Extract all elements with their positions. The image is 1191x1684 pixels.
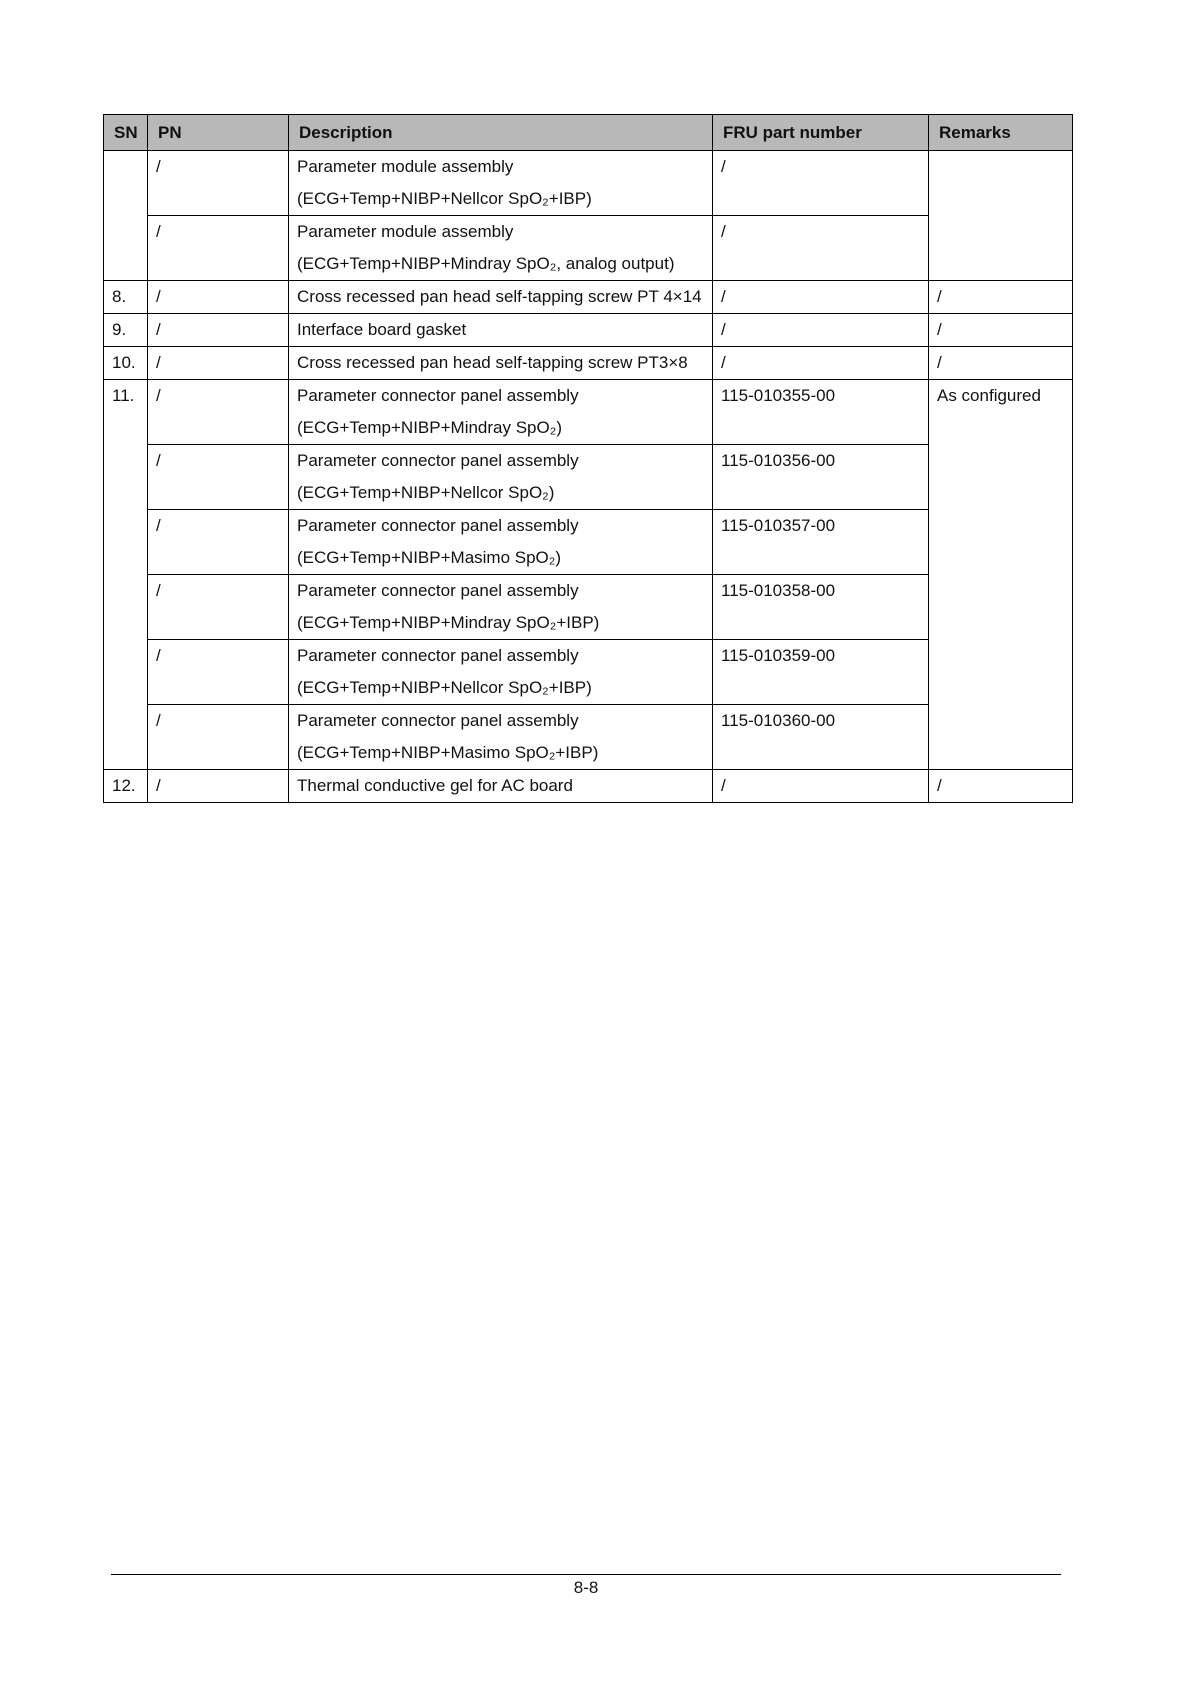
table-row bbox=[104, 216, 1073, 281]
description-line: (ECG+Temp+NIBP+Mindray SpO₂+IBP) bbox=[297, 613, 600, 632]
description-cell: Cross recessed pan head self-tapping screw PT3×8 bbox=[289, 347, 713, 380]
fru-cell: 115-010360-00 bbox=[713, 705, 929, 770]
description-line: Parameter connector panel assembly bbox=[297, 581, 579, 600]
fru-cell: 115-010357-00 bbox=[713, 510, 929, 575]
header-fru-part-number: FRU part number bbox=[713, 115, 929, 151]
table-row bbox=[104, 705, 1073, 770]
fru-cell: 115-010358-00 bbox=[713, 575, 929, 640]
table-row bbox=[104, 151, 1073, 216]
description-cell bbox=[289, 705, 713, 770]
pn-cell: / bbox=[148, 216, 289, 281]
description-line: (ECG+Temp+NIBP+Masimo SpO₂+IBP) bbox=[297, 743, 599, 762]
pn-cell: / bbox=[148, 151, 289, 216]
table-row bbox=[104, 314, 1073, 347]
remarks-cell bbox=[929, 151, 1073, 281]
description-cell bbox=[289, 151, 713, 216]
header-description: Description bbox=[289, 115, 713, 151]
pn-cell: / bbox=[148, 380, 289, 445]
description-line: Parameter connector panel assembly bbox=[297, 646, 579, 665]
table-row bbox=[104, 770, 1073, 803]
fru-cell: / bbox=[713, 347, 929, 380]
description-line: Parameter module assembly bbox=[297, 222, 514, 241]
table-row bbox=[104, 640, 1073, 705]
sn-cell: 10. bbox=[104, 347, 148, 380]
fru-cell: 115-010356-00 bbox=[713, 445, 929, 510]
pn-cell: / bbox=[148, 510, 289, 575]
description-cell bbox=[289, 575, 713, 640]
description-line: Parameter connector panel assembly bbox=[297, 711, 579, 730]
table-row bbox=[104, 281, 1073, 314]
remarks-cell: As configured bbox=[929, 380, 1073, 770]
sn-cell: 12. bbox=[104, 770, 148, 803]
pn-cell: / bbox=[148, 347, 289, 380]
remarks-cell: / bbox=[929, 314, 1073, 347]
description-line: Parameter connector panel assembly bbox=[297, 516, 579, 535]
header-pn: PN bbox=[148, 115, 289, 151]
table-row bbox=[104, 380, 1073, 445]
description-cell bbox=[289, 510, 713, 575]
description-cell bbox=[289, 216, 713, 281]
pn-cell: / bbox=[148, 640, 289, 705]
description-line: Parameter module assembly bbox=[297, 157, 514, 176]
fru-cell: 115-010355-00 bbox=[713, 380, 929, 445]
table-header-row bbox=[104, 115, 1073, 151]
parts-table bbox=[103, 114, 1073, 803]
pn-cell: / bbox=[148, 705, 289, 770]
header-remarks: Remarks bbox=[929, 115, 1073, 151]
pn-cell: / bbox=[148, 575, 289, 640]
description-line: Parameter connector panel assembly bbox=[297, 451, 579, 470]
description-cell: Thermal conductive gel for AC board bbox=[289, 770, 713, 803]
fru-cell: / bbox=[713, 151, 929, 216]
sn-cell bbox=[104, 151, 148, 281]
description-line: (ECG+Temp+NIBP+Nellcor SpO₂) bbox=[297, 483, 555, 502]
page-number: 8-8 bbox=[573, 1578, 599, 1597]
pn-cell: / bbox=[148, 281, 289, 314]
table-row bbox=[104, 445, 1073, 510]
fru-cell: 115-010359-00 bbox=[713, 640, 929, 705]
description-cell bbox=[289, 445, 713, 510]
description-line: (ECG+Temp+NIBP+Nellcor SpO₂+IBP) bbox=[297, 678, 592, 697]
fru-cell: / bbox=[713, 314, 929, 347]
footer-divider bbox=[111, 1574, 1061, 1575]
table-row bbox=[104, 347, 1073, 380]
header-sn: SN bbox=[104, 115, 148, 151]
description-line: (ECG+Temp+NIBP+Mindray SpO₂, analog output) bbox=[297, 254, 675, 273]
fru-cell: / bbox=[713, 281, 929, 314]
description-line: (ECG+Temp+NIBP+Masimo SpO₂) bbox=[297, 548, 562, 567]
sn-cell: 11. bbox=[104, 380, 148, 770]
pn-cell: / bbox=[148, 445, 289, 510]
description-cell: Cross recessed pan head self-tapping screw PT 4×14 bbox=[289, 281, 713, 314]
description-cell: Interface board gasket bbox=[289, 314, 713, 347]
remarks-cell: / bbox=[929, 770, 1073, 803]
sn-cell: 8. bbox=[104, 281, 148, 314]
description-line: (ECG+Temp+NIBP+Mindray SpO₂) bbox=[297, 418, 562, 437]
remarks-cell: / bbox=[929, 281, 1073, 314]
description-cell bbox=[289, 640, 713, 705]
fru-cell: / bbox=[713, 216, 929, 281]
remarks-cell: / bbox=[929, 347, 1073, 380]
fru-cell: / bbox=[713, 770, 929, 803]
description-cell bbox=[289, 380, 713, 445]
pn-cell: / bbox=[148, 770, 289, 803]
description-line: Parameter connector panel assembly bbox=[297, 386, 579, 405]
table-row bbox=[104, 575, 1073, 640]
pn-cell: / bbox=[148, 314, 289, 347]
sn-cell: 9. bbox=[104, 314, 148, 347]
table-row bbox=[104, 510, 1073, 575]
description-line: (ECG+Temp+NIBP+Nellcor SpO₂+IBP) bbox=[297, 189, 592, 208]
